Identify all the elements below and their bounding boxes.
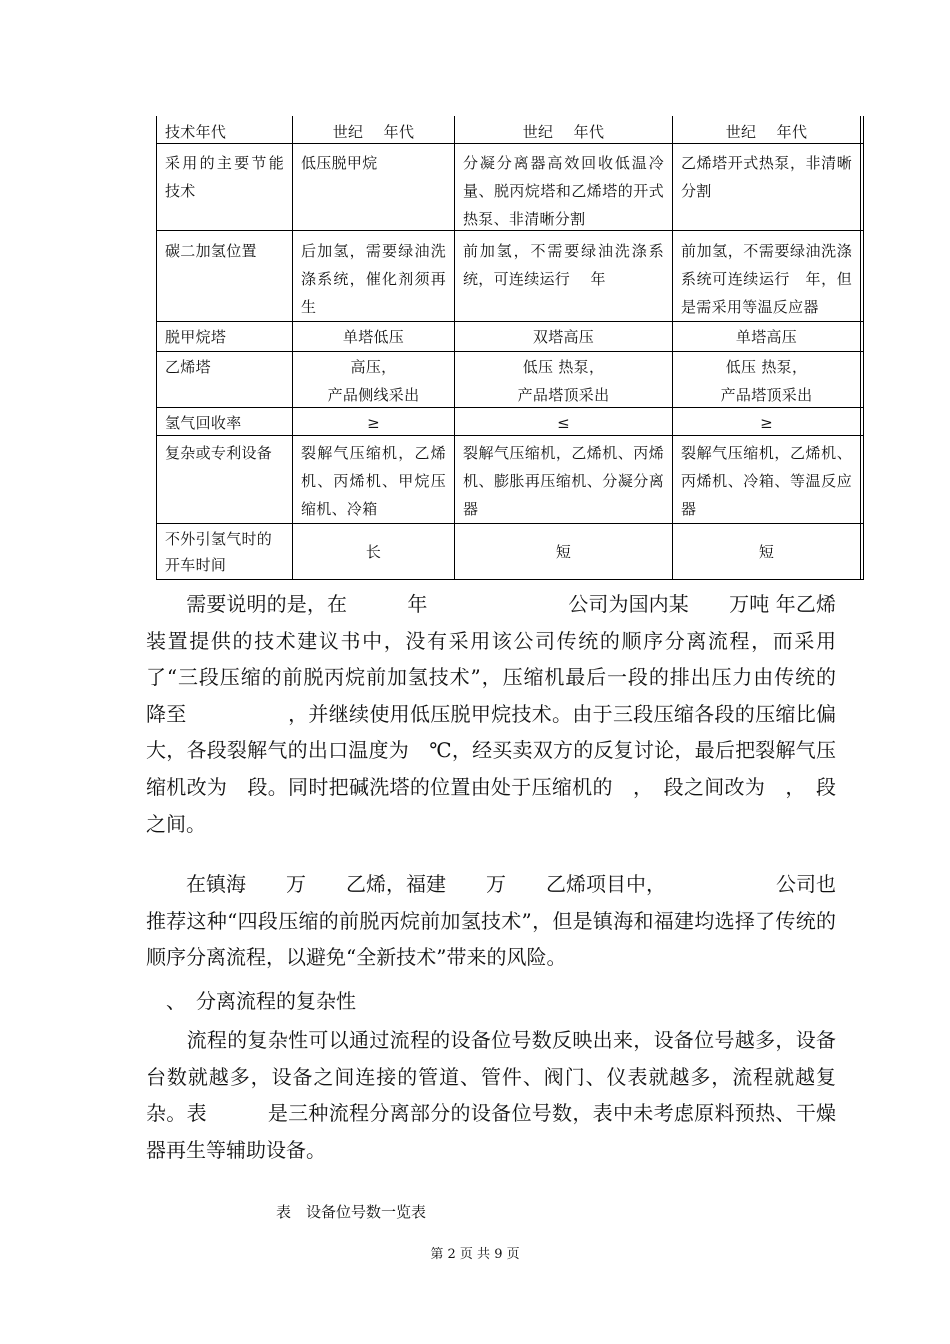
- table-cell: 单塔高压: [735, 328, 798, 346]
- table-rule: [863, 116, 864, 580]
- table-cell: 低压脱甲烷: [301, 154, 378, 172]
- table-cell: 技术年代: [165, 123, 227, 141]
- table-rule: [156, 351, 864, 352]
- table-cell: ≥: [760, 414, 773, 432]
- table-cell: 分凝分离器高效回收低温冷量、脱丙烷塔和乙烯塔的开式热泵、非清晰分割: [463, 154, 664, 228]
- table-cell: 碳二加氢位置: [165, 242, 257, 260]
- page-footer: 第 2 页 共 9 页: [430, 1247, 520, 1262]
- table-cell: 乙烯塔: [165, 358, 211, 376]
- table-cell: 前加氢，不需要绿油洗涤系统可连续运行 年，但是需采用等温反应器: [681, 242, 852, 316]
- table-cell: 裂解气压缩机，乙烯机、丙烯机、膨胀再压缩机、分凝分离器: [463, 444, 664, 518]
- paragraph: 流程的复杂性可以通过流程的设备位号数反映出来，设备位号越多，设备台数就越多，设备之间连接的管道、管件、阀门、仪表就越多，流程就越复杂。表 是三种流程分离部分的设备位号数，表中未考虑原料预热、干燥器再生等辅助设备。: [146, 1028, 836, 1162]
- table-cell: 脱甲烷塔: [165, 328, 227, 346]
- table-cell: 单塔低压: [342, 328, 405, 346]
- table-cell: 双塔高压: [532, 328, 595, 346]
- table-rule: [156, 523, 864, 524]
- table-cell: 世纪 年代: [522, 123, 605, 141]
- table-cell: 短: [758, 543, 775, 561]
- table-cell: 裂解气压缩机，乙烯机、丙烯机、冷箱、等温反应器: [681, 444, 852, 518]
- table-cell: 乙烯塔开式热泵，非清晰分割: [681, 154, 852, 200]
- comparison-table: [156, 116, 864, 580]
- table-rule: [156, 579, 864, 580]
- table-cell: 后加氢，需要绿油洗涤系统，催化剂须再生: [301, 242, 446, 316]
- section-heading: 、 分离流程的复杂性: [146, 989, 356, 1013]
- paragraph: 需要说明的是，在 年 公司为国内某 万吨 年乙烯装置提供的技术建议书中，没有采用该公司传统的顺序分离流程，而采用了“三段压缩的前脱丙烷前加氢技术”，压缩机最后一段的排出压力由传统的 降至 ，并继续使用低压脱甲烷技术。由于三段压缩各段的压缩比偏大，各段裂解气的出口温度为 ℃，经买卖双方的反复讨论，最后把裂解气压缩机改为 段。同时把碱洗塔的位置由处于压缩机的 ， 段之间改为 ， 段之间。: [146, 592, 936, 836]
- table-cell: 裂解气压缩机，乙烯机、丙烯机、甲烷压缩机、冷箱: [301, 444, 446, 518]
- table-cell: 高压， 产品侧线采出: [327, 358, 420, 404]
- table-cell: 短: [555, 543, 572, 561]
- table-cell: 前加氢，不需要绿油洗涤系统，可连续运行 年: [463, 242, 664, 288]
- table-cell: 不外引氢气时的开车时间: [165, 530, 273, 574]
- table-cell: 复杂或专利设备: [165, 444, 273, 462]
- table-rule: [156, 321, 864, 322]
- table-cell: 采用的主要节能技术: [165, 154, 284, 200]
- table-caption: 表 设备位号数一览表: [276, 1203, 427, 1221]
- table-cell: 长: [365, 543, 382, 561]
- table-cell: 氢气回收率: [165, 414, 242, 432]
- table-cell: 世纪 年代: [725, 123, 808, 141]
- paragraph: 在镇海 万 乙烯，福建 万 乙烯项目中， 公司也推荐这种“四段压缩的前脱丙烷前加氢技术”，但是镇海和福建均选择了传统的顺序分离流程，以避免“全新技术”带来的风险。: [146, 872, 836, 970]
- table-rule: [860, 116, 861, 580]
- table-cell: 世纪 年代: [332, 123, 415, 141]
- table-cell: ≤: [557, 414, 570, 432]
- table-cell: 低压 热泵， 产品塔顶采出: [517, 358, 610, 404]
- table-cell: 低压 热泵， 产品塔顶采出: [720, 358, 813, 404]
- table-cell: ≥: [367, 414, 380, 432]
